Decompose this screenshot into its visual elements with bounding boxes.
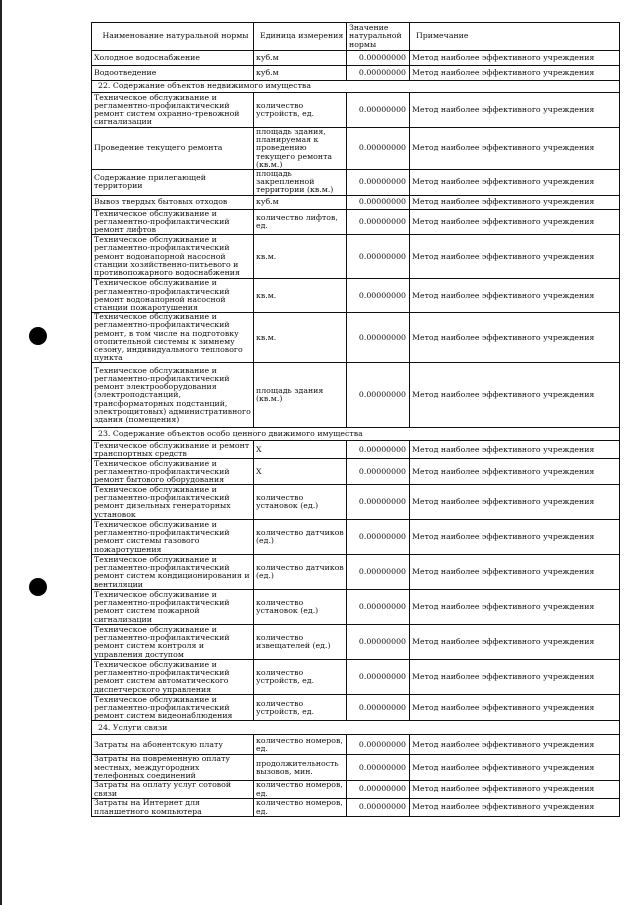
- header-unit: Единица измерения: [254, 23, 347, 51]
- table-row: [92, 195, 620, 209]
- row-unit: куб.м: [254, 195, 347, 209]
- row-unit: количество номеров, ед.: [254, 799, 347, 817]
- row-name: Техническое обслуживание и регламентно-профилактический ремонт системы газового пожаротушения: [92, 520, 254, 555]
- row-value: 0.00000000: [347, 66, 410, 81]
- section-row: [92, 81, 620, 93]
- row-note: Метод наиболее эффективного учреждения: [410, 51, 620, 66]
- row-name: Техническое обслуживание и регламентно-профилактический ремонт систем видеонаблюдения: [92, 695, 254, 721]
- row-unit: количество установок (ед.): [254, 485, 347, 520]
- row-unit: кв.м.: [254, 235, 347, 279]
- row-value: 0.00000000: [347, 781, 410, 799]
- table-row: [92, 209, 620, 235]
- row-unit: куб.м: [254, 51, 347, 66]
- row-unit: кв.м.: [254, 279, 347, 313]
- row-value: 0.00000000: [347, 51, 410, 66]
- row-name: Содержание прилегающей территории: [92, 170, 254, 196]
- punch-hole: [29, 327, 47, 345]
- table-row: [92, 313, 620, 363]
- row-note: Метод наиболее эффективного учреждения: [410, 660, 620, 695]
- row-unit: продолжительность вызовов, мин.: [254, 755, 347, 781]
- row-name: Водоотведение: [92, 66, 254, 81]
- table-row: [92, 735, 620, 755]
- row-note: Метод наиболее эффективного учреждения: [410, 485, 620, 520]
- row-value: 0.00000000: [347, 695, 410, 721]
- table-row: [92, 755, 620, 781]
- row-value: 0.00000000: [347, 441, 410, 459]
- page-edge: [0, 0, 2, 905]
- row-note: Метод наиболее эффективного учреждения: [410, 441, 620, 459]
- row-value: 0.00000000: [347, 209, 410, 235]
- row-unit: количество устройств, ед.: [254, 93, 347, 128]
- table-row: [92, 485, 620, 520]
- row-unit: количество извещателей (ед.): [254, 625, 347, 660]
- row-name: Затраты на оплату услуг сотовой связи: [92, 781, 254, 799]
- row-value: 0.00000000: [347, 459, 410, 485]
- row-value: 0.00000000: [347, 555, 410, 590]
- row-name: Техническое обслуживание и ремонт транспортных средств: [92, 441, 254, 459]
- row-unit: количество датчиков (ед.): [254, 520, 347, 555]
- section-title: 23. Содержание объектов особо ценного движимого имущества: [92, 428, 620, 441]
- row-note: Метод наиболее эффективного учреждения: [410, 279, 620, 313]
- row-name: Техническое обслуживание и регламентно-профилактический ремонт систем охранно-тревожной сигнализации: [92, 93, 254, 128]
- row-unit: количество номеров, ед.: [254, 735, 347, 755]
- row-note: Метод наиболее эффективного учреждения: [410, 93, 620, 128]
- header-note: Примечание: [410, 23, 620, 51]
- table-body: [92, 51, 620, 817]
- table-row: [92, 170, 620, 196]
- row-name: Техническое обслуживание и регламентно-профилактический ремонт водонапорной насосной станции хозяйственно-питьевого и противопожарного водоснабжения: [92, 235, 254, 279]
- table-row: [92, 520, 620, 555]
- row-note: Метод наиболее эффективного учреждения: [410, 313, 620, 363]
- section-title: 24. Услуги связи: [92, 721, 620, 735]
- row-name: Техническое обслуживание и регламентно-профилактический ремонт дизельных генераторных установок: [92, 485, 254, 520]
- section-row: [92, 721, 620, 735]
- section-row: [92, 428, 620, 441]
- table-row: [92, 590, 620, 625]
- row-value: 0.00000000: [347, 660, 410, 695]
- row-value: 0.00000000: [347, 520, 410, 555]
- row-note: Метод наиболее эффективного учреждения: [410, 781, 620, 799]
- row-unit: X: [254, 459, 347, 485]
- row-value: 0.00000000: [347, 799, 410, 817]
- row-value: 0.00000000: [347, 170, 410, 196]
- row-value: 0.00000000: [347, 735, 410, 755]
- table-row: [92, 51, 620, 66]
- header-value: Значение натуральной нормы: [347, 23, 410, 51]
- norms-table: [91, 22, 620, 817]
- row-note: Метод наиболее эффективного учреждения: [410, 195, 620, 209]
- row-value: 0.00000000: [347, 235, 410, 279]
- row-note: Метод наиболее эффективного учреждения: [410, 625, 620, 660]
- row-value: 0.00000000: [347, 93, 410, 128]
- table-row: [92, 93, 620, 128]
- row-unit: количество установок (ед.): [254, 590, 347, 625]
- row-value: 0.00000000: [347, 363, 410, 428]
- row-unit: площадь здания, планируемая к проведению текущего ремонта (кв.м.): [254, 128, 347, 170]
- row-unit: кв.м.: [254, 313, 347, 363]
- row-name: Холодное водоснабжение: [92, 51, 254, 66]
- row-name: Техническое обслуживание и регламентно-профилактический ремонт, в том числе на подготовку отопительной системы к зимнему сезону, индивидуального теплового пункта: [92, 313, 254, 363]
- row-unit: количество номеров, ед.: [254, 781, 347, 799]
- row-unit: площадь здания (кв.м.): [254, 363, 347, 428]
- table-row: [92, 441, 620, 459]
- row-value: 0.00000000: [347, 279, 410, 313]
- row-note: Метод наиболее эффективного учреждения: [410, 799, 620, 817]
- row-name: Техническое обслуживание и регламентно-профилактический ремонт систем автоматического диспетчерского управления: [92, 660, 254, 695]
- row-name: Проведение текущего ремонта: [92, 128, 254, 170]
- table-row: [92, 555, 620, 590]
- row-note: Метод наиболее эффективного учреждения: [410, 459, 620, 485]
- table-row: [92, 625, 620, 660]
- row-value: 0.00000000: [347, 485, 410, 520]
- row-value: 0.00000000: [347, 590, 410, 625]
- row-unit: количество датчиков (ед.): [254, 555, 347, 590]
- row-name: Техническое обслуживание и регламентно-профилактический ремонт бытового оборудования: [92, 459, 254, 485]
- row-name: Техническое обслуживание и регламентно-профилактический ремонт лифтов: [92, 209, 254, 235]
- row-value: 0.00000000: [347, 625, 410, 660]
- table-row: [92, 660, 620, 695]
- table-row: [92, 128, 620, 170]
- row-unit: количество устройств, ед.: [254, 695, 347, 721]
- row-unit: количество лифтов, ед.: [254, 209, 347, 235]
- row-name: Затраты на Интернет для планшетного компьютера: [92, 799, 254, 817]
- table-row: [92, 799, 620, 817]
- row-name: Техническое обслуживание и регламентно-профилактический ремонт электрооборудования (электроподстанций, трансформаторных подстанций, электрощитовых) административного здания (помещения): [92, 363, 254, 428]
- row-name: Техническое обслуживание и регламентно-профилактический ремонт водонапорной насосной станции пожаротушения: [92, 279, 254, 313]
- table-row: [92, 695, 620, 721]
- row-unit: X: [254, 441, 347, 459]
- table-row: [92, 459, 620, 485]
- row-value: 0.00000000: [347, 313, 410, 363]
- row-note: Метод наиболее эффективного учреждения: [410, 555, 620, 590]
- row-note: Метод наиболее эффективного учреждения: [410, 170, 620, 196]
- row-note: Метод наиболее эффективного учреждения: [410, 128, 620, 170]
- row-name: Затраты на повременную оплату местных, междугородних телефонных соединений: [92, 755, 254, 781]
- row-name: Техническое обслуживание и регламентно-профилактический ремонт систем кондиционирования и вентиляции: [92, 555, 254, 590]
- row-note: Метод наиболее эффективного учреждения: [410, 590, 620, 625]
- punch-hole: [29, 578, 47, 596]
- table-row: [92, 235, 620, 279]
- row-note: Метод наиболее эффективного учреждения: [410, 235, 620, 279]
- row-unit: количество устройств, ед.: [254, 660, 347, 695]
- row-note: Метод наиболее эффективного учреждения: [410, 520, 620, 555]
- row-note: Метод наиболее эффективного учреждения: [410, 735, 620, 755]
- table-row: [92, 66, 620, 81]
- row-note: Метод наиболее эффективного учреждения: [410, 209, 620, 235]
- row-note: Метод наиболее эффективного учреждения: [410, 66, 620, 81]
- row-name: Техническое обслуживание и регламентно-профилактический ремонт систем контроля и управления доступом: [92, 625, 254, 660]
- header-name: Наименование натуральной нормы: [92, 23, 254, 51]
- row-value: 0.00000000: [347, 128, 410, 170]
- row-unit: куб.м: [254, 66, 347, 81]
- row-value: 0.00000000: [347, 195, 410, 209]
- row-note: Метод наиболее эффективного учреждения: [410, 755, 620, 781]
- row-name: Затраты на абонентскую плату: [92, 735, 254, 755]
- row-unit: площадь закрепленной территории (кв.м.): [254, 170, 347, 196]
- row-note: Метод наиболее эффективного учреждения: [410, 363, 620, 428]
- table-header-row: [92, 23, 620, 51]
- row-name: Вывоз твердых бытовых отходов: [92, 195, 254, 209]
- row-name: Техническое обслуживание и регламентно-профилактический ремонт систем пожарной сигнализации: [92, 590, 254, 625]
- table-row: [92, 363, 620, 428]
- section-title: 22. Содержание объектов недвижимого имущества: [92, 81, 620, 93]
- table-row: [92, 781, 620, 799]
- table-row: [92, 279, 620, 313]
- row-note: Метод наиболее эффективного учреждения: [410, 695, 620, 721]
- row-value: 0.00000000: [347, 755, 410, 781]
